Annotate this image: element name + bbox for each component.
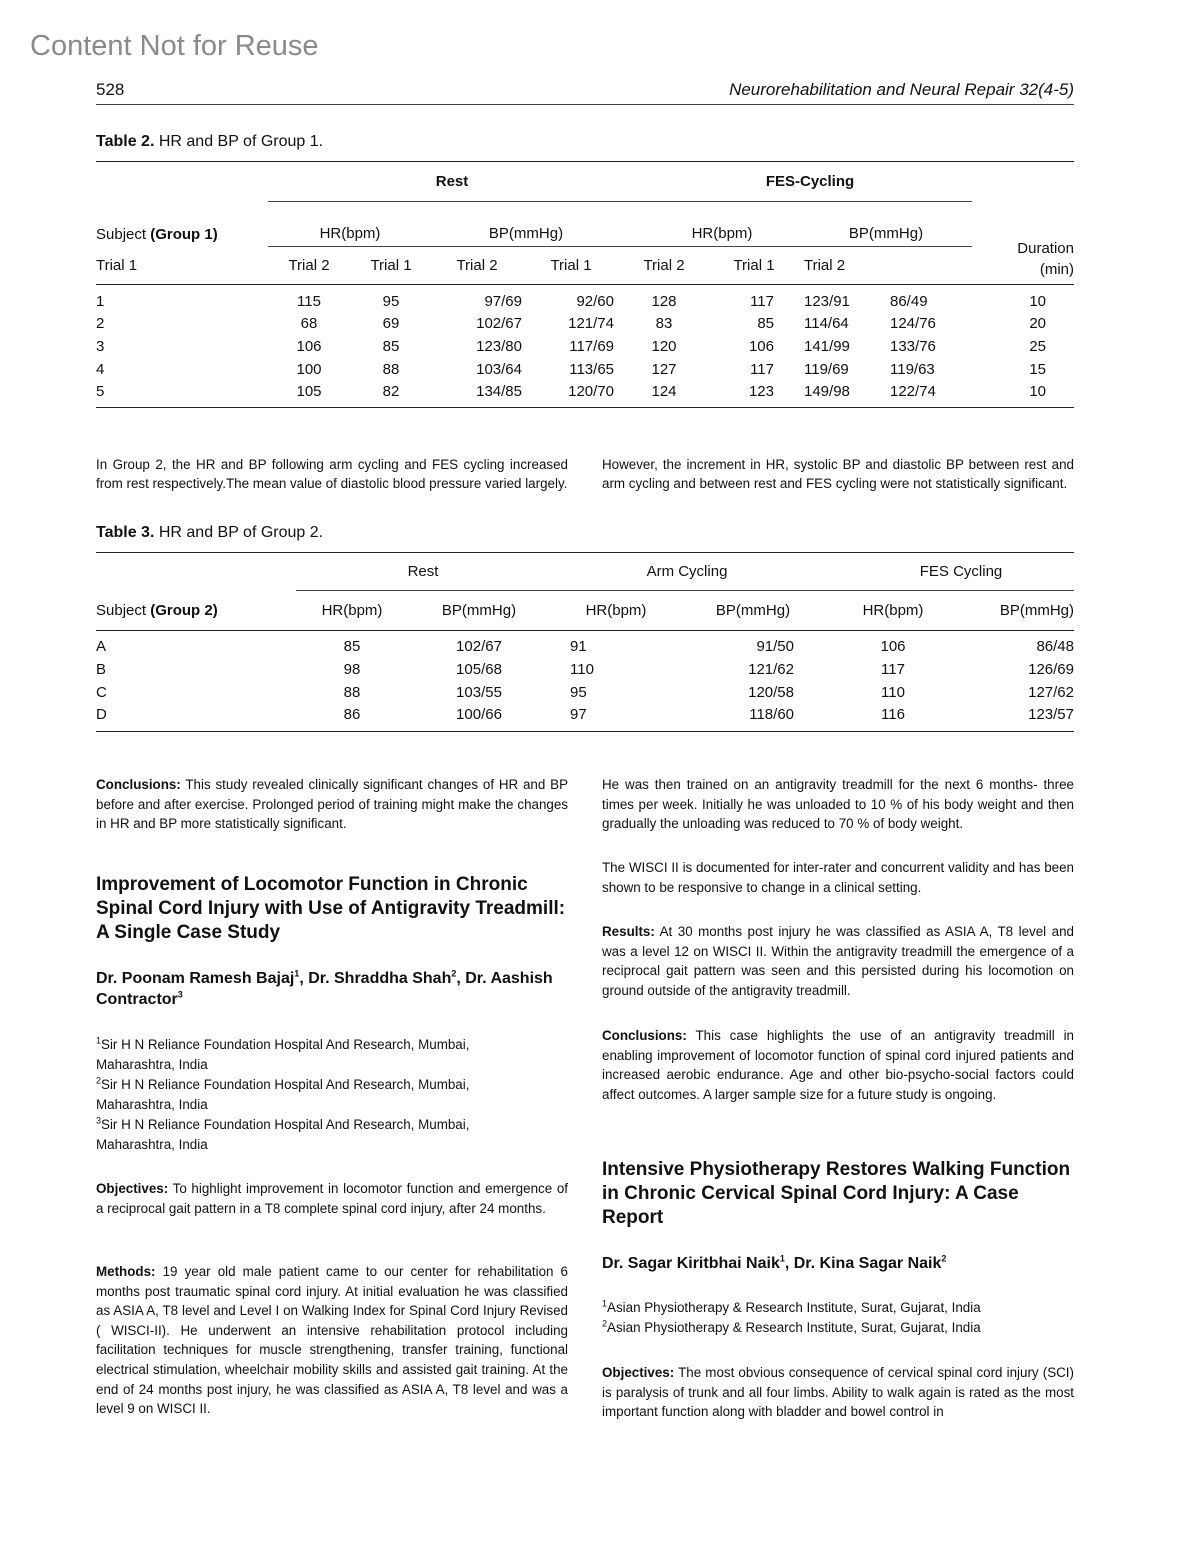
table3-arm-hr: HR(bpm)	[585, 602, 647, 619]
table2-rest-bp: BP(mmHg)	[432, 202, 620, 247]
table2-rest-hr: HR(bpm)	[268, 202, 432, 247]
table-row: C 88 103/55 95 120/58 110 127/62	[96, 683, 1074, 701]
right-results	[602, 922, 1074, 1000]
table2-fes-bp: BP(mmHg)	[800, 202, 972, 247]
authors-2: Dr. Sagar Kiritbhai Naik$^1$, Dr. Kina Sagar Naik$^2$	[602, 1253, 947, 1272]
table3-fes-hr: HR(bpm)	[862, 602, 924, 619]
table2-trial-label: Trial 1	[370, 257, 412, 274]
table3-group-fes: FES Cycling	[824, 553, 1074, 591]
affiliation: $^3$Sir H N Reliance Foundation Hospital And Research, Mumbai, Maharashtra, India	[96, 1115, 470, 1152]
table2	[96, 161, 1074, 408]
affiliations-1	[96, 1035, 516, 1155]
table3-caption-text: HR and BP of Group 2.	[158, 524, 324, 541]
page-number: 528	[96, 80, 125, 99]
table2-duration-header: Duration (min)	[972, 202, 1074, 285]
table2-caption-text: HR and BP of Group 1.	[158, 133, 324, 150]
watermark: Content Not for Reuse	[30, 30, 319, 62]
affiliations-2	[602, 1298, 1074, 1338]
left-objectives	[96, 1179, 568, 1218]
table-row: 2 68 69 102/67 121/74 83 85 114/64 124/76 20	[96, 314, 1046, 332]
affiliation: $^1$Asian Physiotherapy & Research Institute, Surat, Gujarat, India	[602, 1298, 981, 1315]
left-methods	[96, 1262, 568, 1419]
table-row: D 86 100/66 97 118/60 116 123/57	[96, 704, 1074, 732]
article-title-2: Intensive Physiotherapy Restores Walking Function in Chronic Cervical Spinal Cord Injury: A Case Report	[602, 1159, 1071, 1228]
table-row: B 98 105/68 110 121/62 117 126/69	[96, 660, 1074, 678]
affiliation: $^2$Asian Physiotherapy & Research Institute, Surat, Gujarat, India	[602, 1318, 981, 1335]
section-text: 19 year old male patient came to our center for rehabilitation 6 months post traumatic spinal cord injury. At initial evaluation he was classified as ASIA A, T8 level and Level I on Walking Index for Spinal Cord Injury Revised ( WISCI-II). He underwent an intensive rehabilitation protocol including facilitation techniques for muscle strengthening, transfer training, functional electrical stimulation, wheelchair mobility skills and assisted gait training. At the end of 24 months post injury, he was classified as ASIA A, T8 level and was a level 9 on WISCI II.	[96, 1264, 568, 1417]
table3-arm-bp: BP(mmHg)	[715, 602, 791, 619]
section-label: Conclusions:	[96, 777, 181, 792]
right-objectives	[602, 1363, 1074, 1422]
table2-trial-label: Trial 2	[288, 257, 330, 274]
table2-trial-label: Trial 2	[643, 257, 685, 274]
right-wisci-para: The WISCI II is documented for inter-rater and concurrent validity and has been shown to be responsive to change in a clinical setting.	[602, 860, 1074, 895]
table2-trial-row	[96, 247, 1074, 285]
table2-trial-label: Trial 1	[550, 257, 592, 274]
table2-group-row	[96, 162, 1074, 202]
table2-subject-header: Subject (Group 1)	[96, 225, 218, 243]
table-row: 4 100 88 103/64 113/65 127 117 119/69 119/63 15	[96, 360, 1046, 378]
table2-trial-label: Trial 1	[96, 256, 138, 274]
section-label: Methods:	[96, 1264, 156, 1279]
table3-caption-label: Table 3.	[96, 524, 155, 541]
table3-group-rest: Rest	[296, 553, 550, 591]
section-label: Objectives:	[602, 1365, 675, 1380]
table3	[96, 552, 1074, 732]
table-row: 5 105 82 134/85 120/70 124 123 149/98 122/74 10	[96, 381, 1074, 408]
table2-group-rest: Rest	[268, 162, 620, 202]
journal-title: Neurorehabilitation and Neural Repair 32(4-5)	[729, 80, 1074, 99]
affiliation: $^1$Sir H N Reliance Foundation Hospital And Research, Mumbai, Maharashtra, India	[96, 1035, 470, 1072]
group2-significance-text: However, the increment in HR, systolic BP and diastolic BP between rest and arm cycling and between rest and FES cycling were not statistically significant.	[602, 457, 1074, 491]
right-conclusions	[602, 1026, 1074, 1104]
table3-rest-bp: BP(mmHg)	[441, 602, 517, 619]
table3-subject-header: Subject (Group 2)	[96, 601, 218, 619]
table3-caption	[96, 524, 323, 542]
table2-trial-label: Trial 2	[804, 257, 846, 274]
table2-fes-hr: HR(bpm)	[620, 202, 800, 247]
section-label: Objectives:	[96, 1181, 169, 1196]
table-row: 1 115 95 97/69 92/60 128 117 123/91 86/49 10	[96, 292, 1046, 310]
left-conclusions	[96, 775, 568, 834]
table2-group-fes: FES-Cycling	[620, 162, 972, 202]
table3-rest-hr: HR(bpm)	[321, 602, 383, 619]
article-title-1: Improvement of Locomotor Function in Chronic Spinal Cord Injury with Use of Antigravity Treadmill: A Single Case Study	[96, 874, 566, 943]
table3-fes-bp: BP(mmHg)	[999, 602, 1074, 619]
table-row: 3 106 85 123/80 117/69 120 106 141/99 133/76 25	[96, 337, 1046, 355]
section-text: At 30 months post injury he was classified as ASIA A, T8 level and was a level 12 on WISCI II. Within the antigravity treadmill the emergence of a reciprocal gait pattern was seen and this persisted during his locomotion on ground outside of the antigravity treadmill.	[602, 924, 1074, 998]
table2-caption	[96, 133, 323, 151]
table3-header-row	[96, 591, 1074, 631]
section-text: This case highlights the use of an antigravity treadmill in enabling improvement of locomotor function of spinal cord injured patients and increased aerobic endurance. Age and other bio-psycho-social factors could affect outcomes. A larger sample size for a future study is ongoing.	[602, 1028, 1074, 1102]
right-treadmill-para: He was then trained on an antigravity treadmill for the next 6 months- three times per week. Initially he was unloaded to 10 % of his body weight and then gradually the unloading was reduced to 70 % of body weight.	[602, 777, 1074, 832]
table2-trial-label: Trial 1	[733, 257, 775, 274]
section-label: Conclusions:	[602, 1028, 687, 1043]
table3-group-arm: Arm Cycling	[550, 553, 824, 591]
section-text: This study revealed clinically significant changes of HR and BP before and after exercise. Prolonged period of training might make the changes in HR and BP more statistically significant.	[96, 777, 568, 832]
affiliation: $^2$Sir H N Reliance Foundation Hospital And Research, Mumbai, Maharashtra, India	[96, 1075, 470, 1112]
table-row: A 85 102/67 91 91/50 106 86/48	[96, 638, 1074, 656]
section-text: To highlight improvement in locomotor function and emergence of a reciprocal gait pattern in a T8 complete spinal cord injury, after 24 months.	[96, 1181, 568, 1216]
table2-caption-label: Table 2.	[96, 133, 155, 150]
table2-trial-label: Trial 2	[456, 257, 498, 274]
authors-1: Dr. Poonam Ramesh Bajaj$^1$, Dr. Shraddha Shah$^2$, Dr. Aashish Contractor$^3$	[96, 968, 553, 1008]
section-text: The most obvious consequence of cervical spinal cord injury (SCI) is paralysis of trunk and all four limbs. Ability to walk again is rated as the most important function along with bladder and bowel control in	[602, 1365, 1074, 1420]
header-rule	[96, 104, 1074, 105]
table3-group-row	[96, 553, 1074, 591]
group2-intro-text: In Group 2, the HR and BP following arm cycling and FES cycling increased from rest respectively.The mean value of diastolic blood pressure varied largely.	[96, 457, 568, 491]
table2-subheader-row	[96, 202, 1074, 247]
section-label: Results:	[602, 924, 655, 939]
